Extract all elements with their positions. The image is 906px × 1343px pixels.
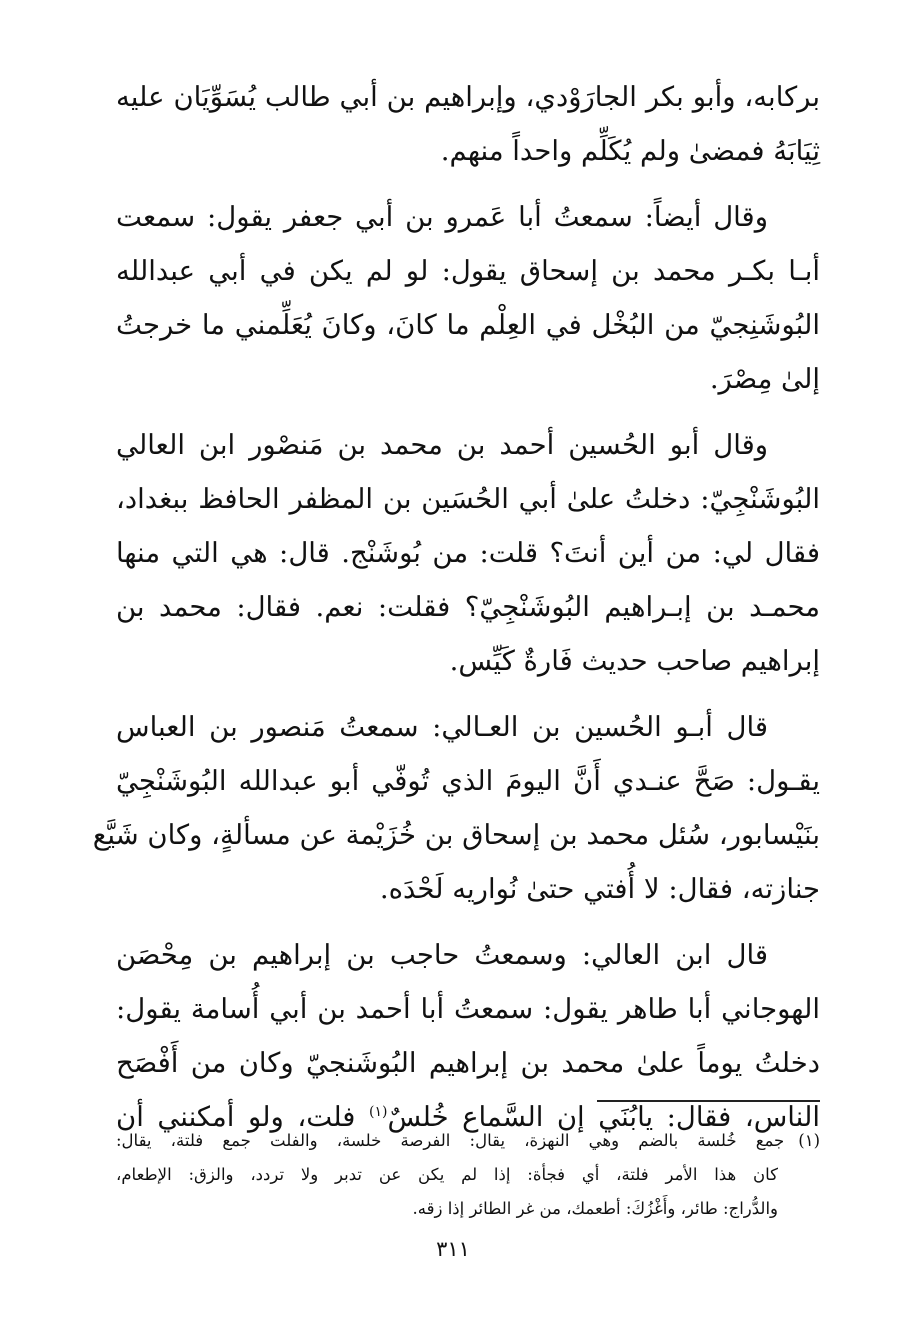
text-line: بركابه، وأبو بكر الجارَوْدي، وإبراهيم بن أبي طالب يُسَوِّيَان عليه (116, 81, 820, 113)
paragraph-3 (116, 418, 820, 688)
footnote-line: والدُّراج: طائر، وأَغْزُكَ: أطعمك، من غر الطائر إذا زقه. (412, 1199, 778, 1218)
paragraph-4 (92, 700, 820, 916)
text-line: يقـول: صَحَّ عنـدي أَنَّ اليومَ الذي تُوفّي أبو عبدالله البُوشَنْجِيّ (116, 765, 820, 797)
footnotes (116, 1124, 820, 1226)
text-line: البُوشَنِجيّ من البُخْل في العِلْم ما كانَ، وكانَ يُعَلِّمني ما خرجتُ (116, 309, 820, 341)
text-line: الهوجاني أبا طاهر يقول: سمعتُ أبا أحمد بن أبي أُسامة يقول: (116, 993, 820, 1025)
text-segment: فلت، ولو أمكنني أن (116, 1101, 356, 1133)
paragraph-1 (116, 70, 820, 178)
footnote-line (116, 1124, 820, 1158)
paragraph-2 (116, 190, 820, 406)
footnote-line: كان هذا الأمر فلتة، أي فجأة: إذا لم يكن عن تدبر ولا تردد، والزق: الإطعام، (116, 1165, 778, 1184)
footnote-text: جمع خُلسة بالضم وهي النهزة، يقال: الفرصة خلسة، والفلت جمع فلتة، يقال: (116, 1131, 785, 1150)
text-line: وقال أيضاً: سمعتُ أبا عَمرو بن أبي جعفر يقول: سمعت (116, 201, 768, 233)
text-segment: الناس، فقال: يابُنَي إن السَّماع خُلسٌ (387, 1101, 820, 1133)
text-line: فقال لي: من أين أنتَ؟ قلت: من بُوشَنْج. قال: هي التي منها (116, 537, 820, 569)
text-line: جنازته، فقال: لا أُفتي حتىٰ نُواريه لَحْدَه. (379, 873, 820, 905)
paragraph-5 (116, 928, 820, 1144)
main-text (92, 70, 820, 1156)
footnote-separator (597, 1100, 820, 1102)
footnote-reference[interactable]: (١) (368, 1103, 388, 1120)
text-line: أبـا بكـر محمد بن إسحاق يقول: لو لم يكن في أبي عبدالله (116, 255, 820, 287)
text-line: إلىٰ مِصْرَ. (709, 363, 820, 395)
text-line: البُوشَنْجِيّ: دخلتُ علىٰ أبي الحُسَين بن المظفر الحافظ ببغداد، (116, 483, 820, 515)
text-line: محمـد بن إبـراهيم البُوشَنْجِيّ؟ فقلت: نعم. فقال: محمد بن (116, 591, 820, 623)
text-line: قال أبـو الحُسين بن العـالي: سمعتُ مَنصور بن العباس (116, 711, 768, 743)
text-line: ثِيَابَهُ فمضىٰ ولم يُكَلِّم واحداً منهم. (440, 135, 820, 167)
text-line: إبراهيم صاحب حديث فَارةٌ كَيِّس. (449, 645, 820, 677)
text-line: وقال أبو الحُسين أحمد بن محمد بن مَنصْور ابن العالي (116, 429, 768, 461)
text-line: بنَيْسابور، سُئل محمد بن إسحاق بن خُزَيْمة عن مسألةٍ، وكان شَيَّع (92, 819, 820, 851)
footnote-number: (١) (798, 1131, 820, 1150)
text-line: دخلتُ يوماً علىٰ محمد بن إبراهيم البُوشَنجيّ وكان من أَفْصَح (116, 1047, 820, 1079)
page-number: ٣١١ (436, 1237, 470, 1261)
text-line: قال ابن العالي: وسمعتُ حاجب بن إبراهيم بن مِحْصَن (116, 939, 768, 971)
